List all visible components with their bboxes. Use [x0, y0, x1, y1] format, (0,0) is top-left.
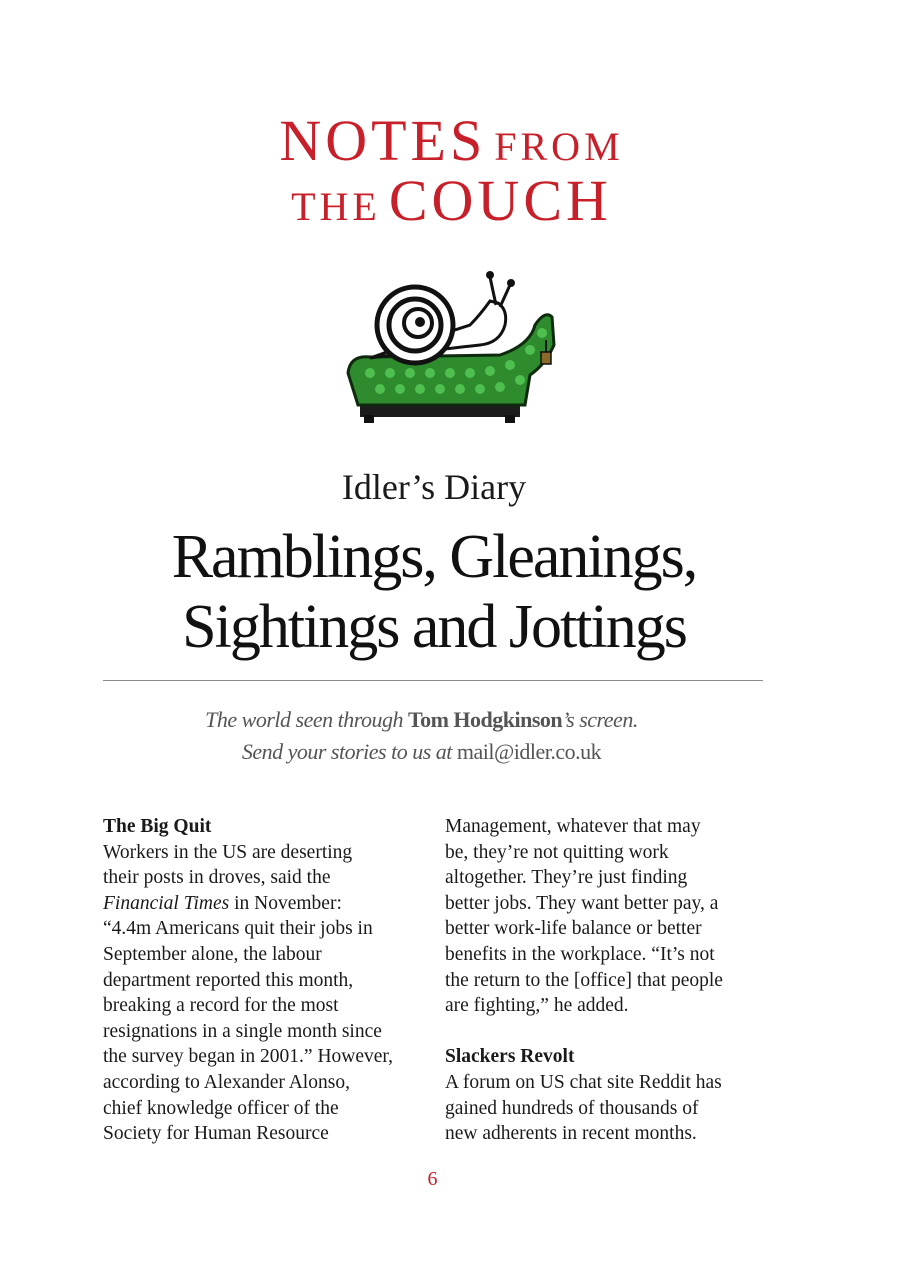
standfirst-pre: The world seen through	[205, 707, 403, 732]
body-line: be, they’re not quitting work	[445, 841, 669, 863]
masthead-line-2	[0, 168, 903, 233]
subhead-big-quit: The Big Quit	[103, 816, 212, 837]
masthead-line-1	[0, 108, 903, 173]
contact-email[interactable]: mail@idler.co.uk	[456, 739, 602, 764]
subhead-slackers-revolt: Slackers Revolt	[445, 1046, 575, 1068]
body-line: department reported this month,	[103, 969, 354, 991]
page-number: 6	[427, 1168, 438, 1190]
body-line: “4.4m Americans quit their jobs in	[103, 918, 373, 940]
standfirst	[0, 704, 843, 768]
body-line: Workers in the US are deserting	[103, 841, 353, 863]
body-line	[103, 891, 423, 917]
body-line: according to Alexander Alonso,	[103, 1071, 350, 1093]
divider-rule	[103, 680, 763, 681]
masthead-the: THE	[291, 184, 381, 229]
body-line: the survey began in 2001.” However,	[103, 1046, 394, 1068]
body-line: benefits in the workplace. “It’s not	[445, 943, 715, 965]
body-line: September alone, the labour	[103, 943, 322, 965]
standfirst-send: Send your stories to us at	[241, 739, 452, 764]
masthead-couch: COUCH	[388, 168, 612, 233]
section-kicker: Idler’s Diary	[341, 467, 527, 507]
standfirst-line-2	[0, 736, 843, 768]
body-line: Society for Human Resource	[103, 1123, 329, 1145]
body-line: altogether. They’re just finding	[445, 867, 688, 889]
body-line: better jobs. They want better pay, a	[445, 892, 719, 914]
body-line: are fighting,” he added.	[445, 995, 629, 1017]
body-line: new adherents in recent months.	[445, 1123, 697, 1145]
body-line: gained hundreds of thousands of	[445, 1097, 699, 1119]
masthead-notes: NOTES	[279, 108, 487, 173]
headline-line-1: Ramblings, Gleanings,	[171, 523, 697, 591]
body-line: Management, whatever that may	[445, 816, 701, 837]
headline	[0, 522, 868, 662]
body-line: resignations in a single month since	[103, 1020, 382, 1042]
body-line: better work-life balance or better	[445, 918, 702, 940]
publication-name: Financial Times	[103, 892, 230, 914]
headline-line-2: Sightings and Jottings	[182, 593, 686, 661]
body-line: chief knowledge officer of the	[103, 1097, 339, 1119]
body-line: their posts in droves, said the	[103, 867, 331, 889]
body-line-fragment: in November:	[229, 892, 342, 914]
body-column-2	[445, 814, 765, 1147]
masthead-from: FROM	[494, 124, 624, 169]
body-line: breaking a record for the most	[103, 995, 339, 1017]
body-line: the return to the [office] that people	[445, 969, 723, 991]
snail-on-couch-icon	[330, 255, 570, 430]
author-name: Tom Hodgkinson	[407, 707, 563, 732]
body-column-1	[103, 814, 423, 1147]
standfirst-line-1	[0, 704, 843, 736]
standfirst-post: ’s screen.	[562, 707, 638, 732]
body-line: A forum on US chat site Reddit has	[445, 1071, 722, 1093]
paragraph-gap	[445, 1019, 765, 1045]
